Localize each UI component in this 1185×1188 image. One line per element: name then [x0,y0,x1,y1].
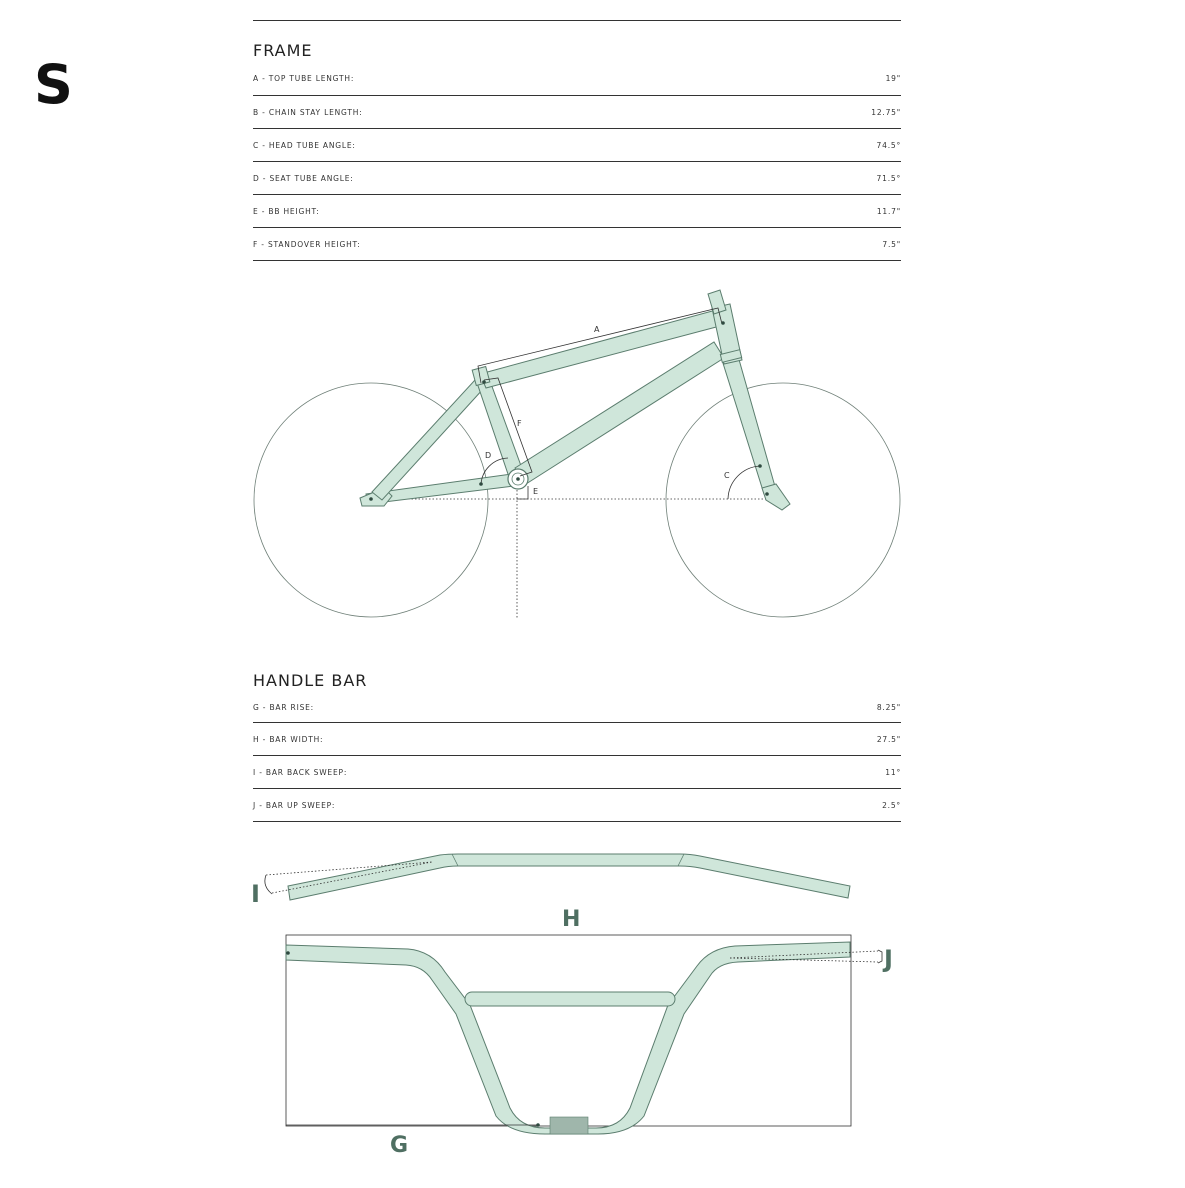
spec-label: H - BAR WIDTH: [253,734,324,744]
label-f: F [517,419,522,428]
crossbar [465,992,675,1006]
upsweep-j-bracket [878,950,882,963]
marker-dot [758,464,762,468]
spec-label: F - STANDOVER HEIGHT: [253,239,361,249]
spec-value: 19" [885,74,901,83]
angle-c-arc [728,466,760,499]
spec-label: A - TOP TUBE LENGTH: [253,74,355,83]
marker-dot [721,321,725,325]
spec-value: 8.25" [876,703,901,712]
spec-label: J - BAR UP SWEEP: [253,800,336,810]
spec-label: E - BB HEIGHT: [253,206,320,216]
handlebar-diagram [251,854,893,1158]
fork [722,356,776,494]
spec-value: 74.5° [876,140,901,150]
marker-dot [765,492,769,496]
label-g: G [390,1133,409,1158]
stem-top [708,290,726,314]
label-h: H [562,907,581,932]
marker-dot [536,1123,540,1127]
spec-value: 2.5° [882,800,901,810]
label-e: E [533,487,539,496]
sweep-i-arc [265,875,272,894]
spec-value: 27.5" [876,734,901,744]
spec-value: 71.5° [876,173,901,183]
marker-dot [482,380,486,384]
marker-dot [286,951,290,955]
spec-label: B - CHAIN STAY LENGTH: [253,107,363,117]
frame-title: FRAME [253,41,313,60]
label-i: I [251,880,260,908]
spec-value: 12.75" [871,107,901,117]
label-c: C [724,471,730,480]
frame-diagram [254,290,900,618]
spec-label: C - HEAD TUBE ANGLE: [253,140,356,150]
spec-value: 11° [885,767,901,777]
handlebar-title: HANDLE BAR [253,671,368,690]
spec-value: 7.5" [882,239,901,249]
knurled-clamp-area [550,1117,588,1134]
label-j: J [884,945,893,973]
label-d: D [485,451,492,460]
size-label: S [34,53,73,116]
front-dropout [762,484,790,510]
spec-label: G - BAR RISE: [253,703,315,712]
marker-dot [369,497,373,501]
spec-value: 11.7" [876,206,901,216]
bar-front-view [286,942,850,1134]
label-a: A [594,325,600,334]
bar-top-view [288,854,850,900]
marker-dot [516,477,520,481]
marker-dot [479,482,483,486]
spec-label: I - BAR BACK SWEEP: [253,767,348,777]
spec-label: D - SEAT TUBE ANGLE: [253,173,354,183]
